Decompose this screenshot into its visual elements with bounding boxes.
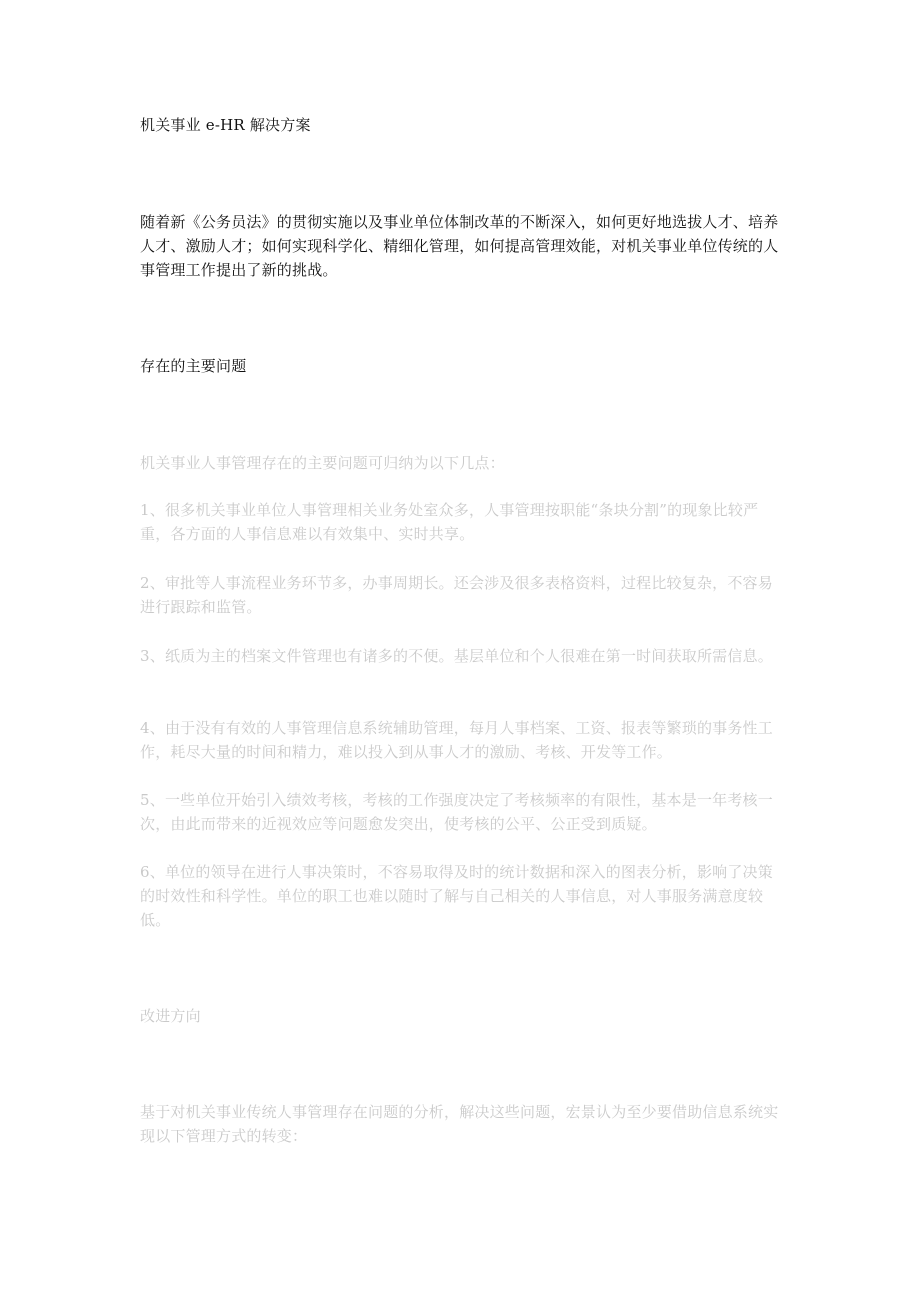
problem-item-5: 5、一些单位开始引入绩效考核，考核的工作强度决定了考核频率的有限性，基本是一年考核一次，由此而带来的近视效应等问题愈发突出，使考核的公平、公正受到质疑。 bbox=[140, 791, 773, 833]
improve-lead: 基于对机关事业传统人事管理存在问题的分析，解决这些问题，宏景认为至少要借助信息系统实现以下管理方式的转变： bbox=[140, 1103, 779, 1145]
problem-item-3: 3、纸质为主的档案文件管理也有诸多的不便。基层单位和个人很难在第一时间获取所需信息。 bbox=[140, 647, 773, 665]
problems-lead: 机关事业人事管理存在的主要问题可归纳为以下几点： bbox=[140, 454, 505, 472]
intro-paragraph: 随着新《公务员法》的贯彻实施以及事业单位体制改革的不断深入，如何更好地选拔人才、培养人才、激励人才；如何实现科学化、精细化管理，如何提高管理效能，对机关事业单位传统的人事管理工作提出了新的挑战。 bbox=[140, 213, 779, 279]
problem-item-4: 4、由于没有有效的人事管理信息系统辅助管理，每月人事档案、工资、报表等繁琐的事务性工作，耗尽大量的时间和精力，难以投入到从事人才的激励、考核、开发等工作。 bbox=[140, 719, 773, 761]
problem-item-2: 2、审批等人事流程业务环节多，办事周期长。还会涉及很多表格资料，过程比较复杂，不容易进行跟踪和监管。 bbox=[140, 574, 773, 616]
improve-heading: 改进方向 bbox=[140, 1007, 201, 1025]
problems-heading: 存在的主要问题 bbox=[140, 357, 247, 375]
problem-item-1: 1、很多机关事业单位人事管理相关业务处室众多，人事管理按职能“条块分割”的现象比较严重，各方面的人事信息难以有效集中、实时共享。 bbox=[140, 501, 759, 543]
document-title: 机关事业 e-HR 解决方案 bbox=[140, 116, 311, 134]
problem-item-6: 6、单位的领导在进行人事决策时，不容易取得及时的统计数据和深入的图表分析，影响了决策的时效性和科学性。单位的职工也难以随时了解与自己相关的人事信息，对人事服务满意度较低。 bbox=[140, 863, 773, 929]
